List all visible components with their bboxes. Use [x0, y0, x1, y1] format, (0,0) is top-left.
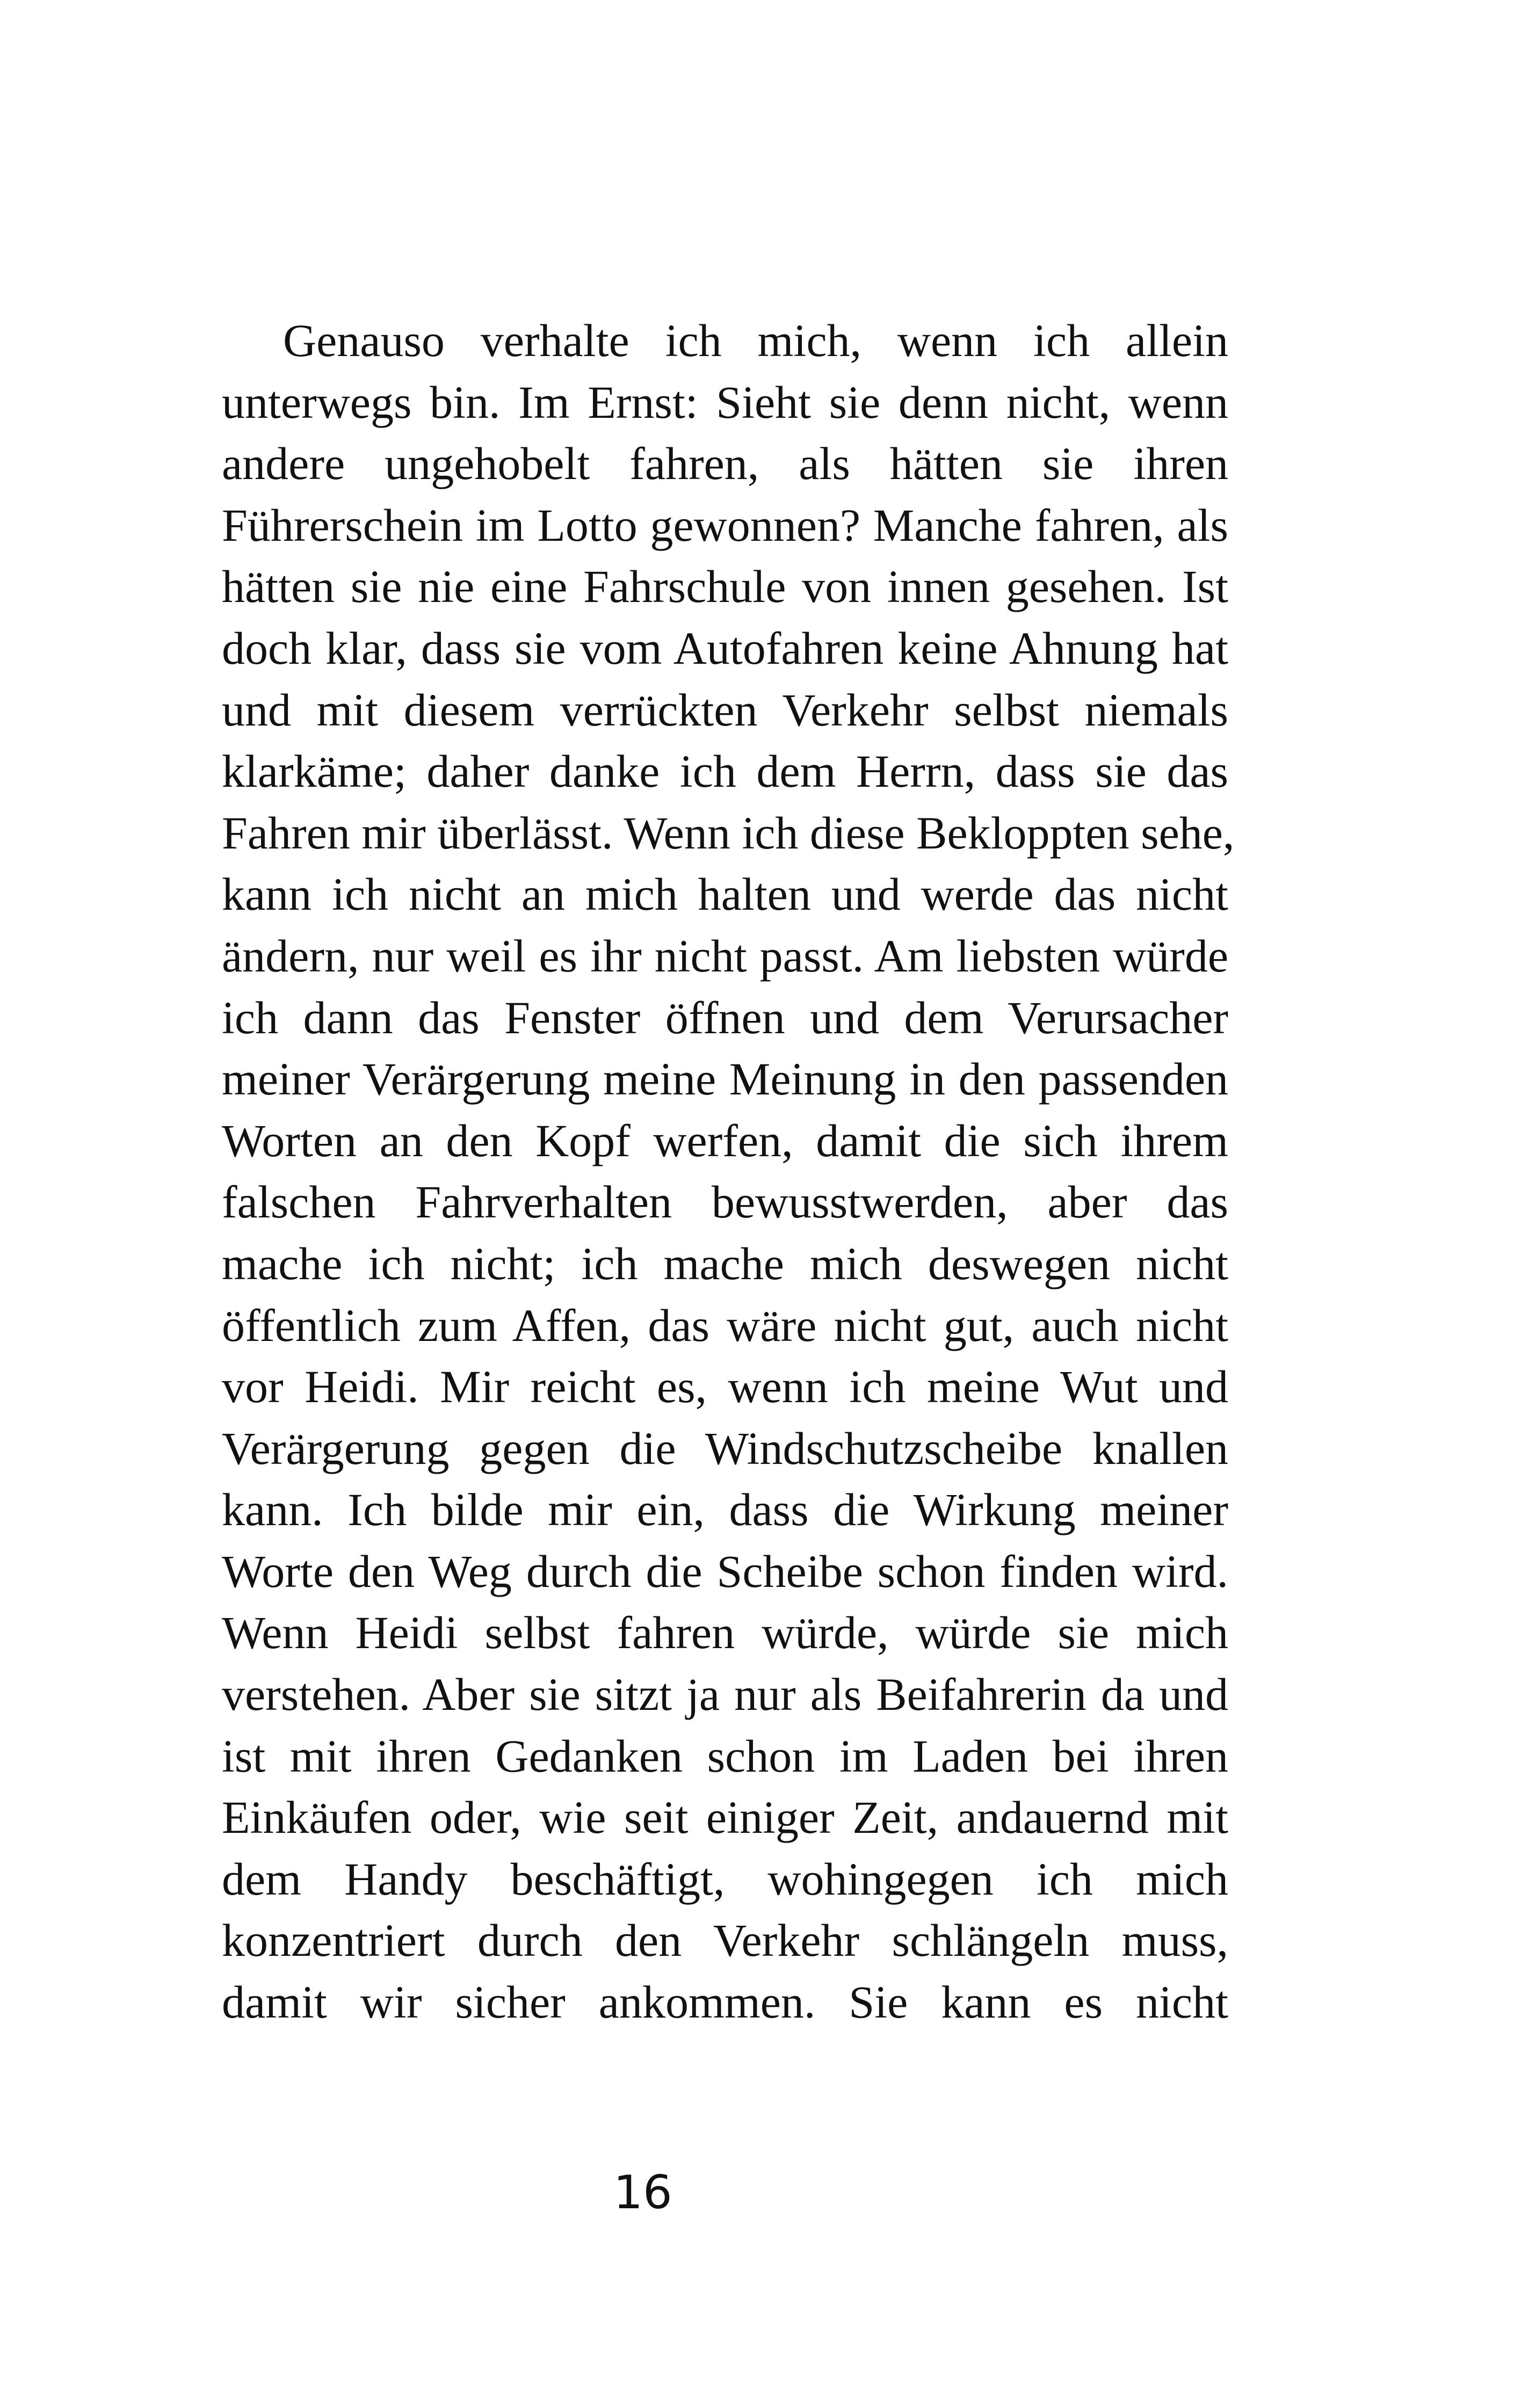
text-line: hätten sie nie eine Fahrschule von innen gesehen. Ist — [222, 561, 1228, 613]
text-line: Führerschein im Lotto gewonnen? Manche fahren, als — [222, 499, 1228, 551]
text-line: meiner Verärgerung meine Meinung in den passenden — [222, 1053, 1228, 1105]
text-line: Genauso verhalte ich mich, wenn ich allein — [283, 315, 1228, 366]
text-line: Worte den Weg durch die Scheibe schon finden wird. — [222, 1545, 1228, 1597]
text-line: klarkäme; daher danke ich dem Herrn, dass sie das — [222, 745, 1228, 797]
text-line: ich dann das Fenster öffnen und dem Verursacher — [222, 991, 1228, 1043]
text-line: mache ich nicht; ich mache mich deswegen nicht — [222, 1237, 1228, 1289]
text-line: und mit diesem verrückten Verkehr selbst niemals — [222, 684, 1228, 736]
text-line: doch klar, dass sie vom Autofahren keine Ahnung hat — [222, 622, 1228, 674]
text-line: unterwegs bin. Im Ernst: Sieht sie denn nicht, wenn — [222, 376, 1228, 428]
text-line: verstehen. Aber sie sitzt ja nur als Beifahrerin da und — [222, 1669, 1228, 1721]
text-line: dem Handy beschäftigt, wohingegen ich mich — [222, 1853, 1228, 1905]
body-text — [222, 310, 1235, 2033]
text-line: vor Heidi. Mir reicht es, wenn ich meine Wut und — [222, 1361, 1228, 1413]
text-line: Einkäufen oder, wie seit einiger Zeit, andauernd mit — [222, 1792, 1228, 1844]
text-line: ist mit ihren Gedanken schon im Laden bei ihren — [222, 1730, 1228, 1782]
text-line: damit wir sicher ankommen. Sie kann es nicht — [222, 1976, 1228, 2028]
text-line: kann. Ich bilde mir ein, dass die Wirkung meiner — [222, 1484, 1228, 1536]
text-line: kann ich nicht an mich halten und werde das nicht — [222, 868, 1228, 920]
text-line: Wenn Heidi selbst fahren würde, würde sie mich — [222, 1607, 1228, 1659]
text-line: Worten an den Kopf werfen, damit die sich ihrem — [222, 1114, 1228, 1166]
text-line: konzentriert durch den Verkehr schlängeln muss, — [222, 1914, 1228, 1967]
text-line: Verärgerung gegen die Windschutzscheibe knallen — [222, 1422, 1228, 1474]
text-line: ändern, nur weil es ihr nicht passt. Am liebsten würde — [222, 930, 1228, 982]
text-line: öffentlich zum Affen, das wäre nicht gut, auch nicht — [222, 1299, 1228, 1351]
text-line: falschen Fahrverhalten bewusstwerden, aber das — [222, 1176, 1228, 1228]
text-line: andere ungehobelt fahren, als hätten sie ihren — [222, 438, 1228, 490]
page-number: 16 — [613, 2166, 672, 2220]
text-line: Fahren mir überlässt. Wenn ich diese Bekloppten sehe, — [222, 807, 1235, 859]
